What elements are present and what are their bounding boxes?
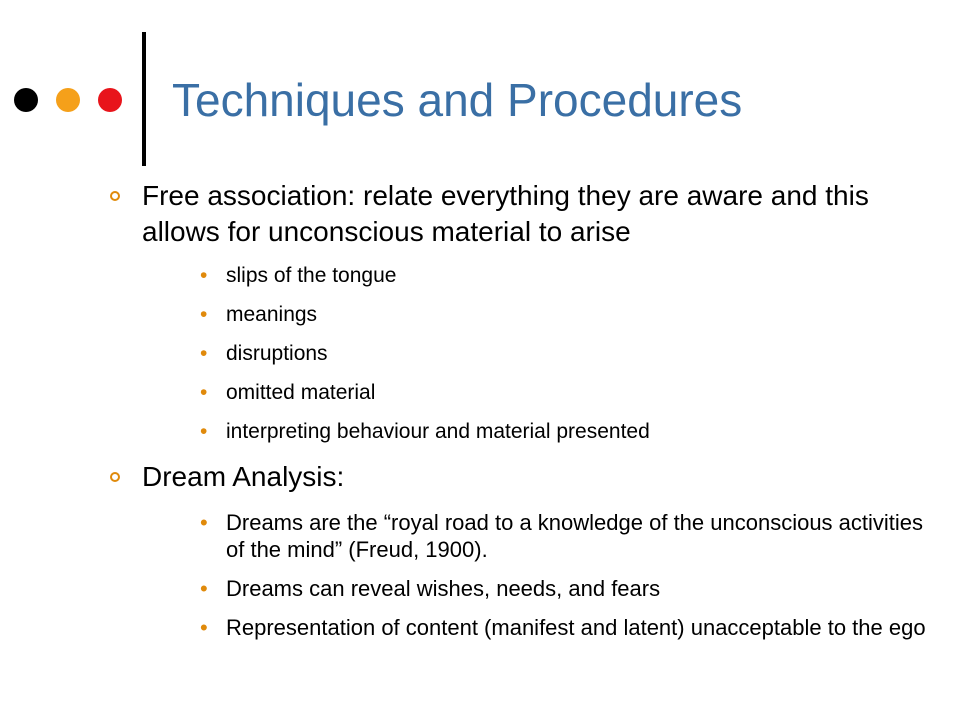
list-item-text: Dreams can reveal wishes, needs, and fears xyxy=(226,576,661,601)
bullet-icon: • xyxy=(200,342,208,365)
list-item xyxy=(100,264,930,288)
ring-bullet-icon xyxy=(110,472,120,482)
free-association-list xyxy=(100,264,930,444)
vertical-divider xyxy=(142,32,146,166)
bullet-icon: • xyxy=(200,510,208,535)
section-heading-free-association xyxy=(100,178,930,250)
orange-dot-icon xyxy=(56,88,80,112)
list-item xyxy=(100,420,930,444)
list-item-text: disruptions xyxy=(226,342,328,365)
list-item xyxy=(100,614,930,641)
ring-bullet-icon xyxy=(110,191,120,201)
bullet-icon: • xyxy=(200,615,208,640)
bullet-icon: • xyxy=(200,303,208,326)
bullet-icon: • xyxy=(200,420,208,443)
list-item-text: omitted material xyxy=(226,381,376,404)
list-item xyxy=(100,381,930,405)
black-dot-icon xyxy=(14,88,38,112)
bullet-icon: • xyxy=(200,381,208,404)
list-item-text: Representation of content (manifest and latent) unacceptable to the ego xyxy=(226,615,926,640)
list-item-text: slips of the tongue xyxy=(226,264,397,287)
slide-title: Techniques and Procedures xyxy=(172,74,743,126)
section-heading-dream-analysis xyxy=(100,459,930,495)
slide-content xyxy=(100,178,930,655)
bullet-icon: • xyxy=(200,264,208,287)
section-heading-text: Dream Analysis: xyxy=(142,461,345,492)
bullet-icon: • xyxy=(200,576,208,601)
decorative-dots xyxy=(14,88,124,114)
list-item xyxy=(100,303,930,327)
list-item-text: meanings xyxy=(226,303,318,326)
list-item xyxy=(100,342,930,366)
list-item-text: Dreams are the “royal road to a knowledge of the unconscious activities of the mind” (Freud, 1900). xyxy=(226,510,924,562)
list-item xyxy=(100,575,930,602)
list-item xyxy=(100,509,930,563)
red-dot-icon xyxy=(98,88,122,112)
section-heading-text: Free association: relate everything they are aware and this allows for unconscious material to arise xyxy=(142,180,869,247)
list-item-text: interpreting behaviour and material presented xyxy=(226,420,650,443)
dream-analysis-list xyxy=(100,509,930,641)
